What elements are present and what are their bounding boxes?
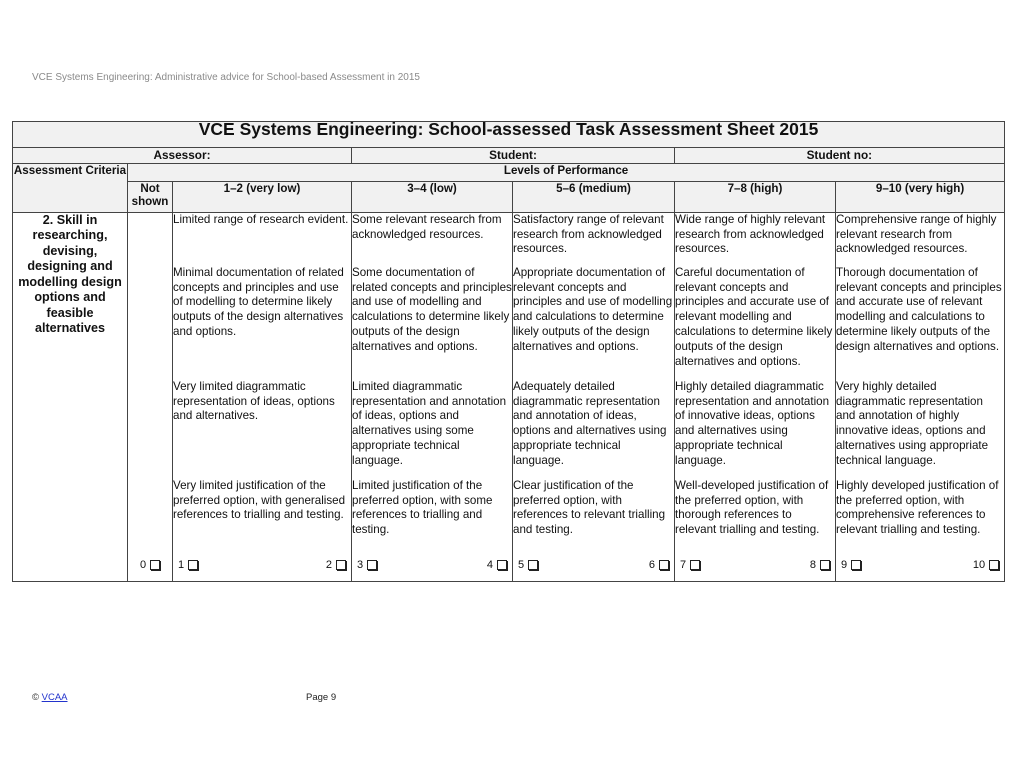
diagram-descriptor: Adequately detailed diagrammatic representation and annotation of ideas, options and alternatives using appropriate technical language. [513,379,667,467]
checkbox-icon [989,560,999,570]
footer-copyright [32,692,68,703]
level-heading: 7–8 (high) [675,181,836,212]
sheet-title: VCE Systems Engineering: School-assessed Task Assessment Sheet 2015 [13,122,1005,148]
justification-descriptor: Very limited justification of the preferred option, with generalised references to trialling and testing. [173,478,346,522]
criterion-row [13,212,1005,581]
documentation-descriptor: Appropriate documentation of relevant concepts and principles and use of modelling and calculations to determine likely outputs of the design alternatives and options. [513,265,673,353]
score-checkbox-2[interactable] [326,558,346,573]
criterion-label: 2. Skill in researching, devising, designing and modelling design options and feasible alternatives [13,212,128,581]
score-checkbox-3[interactable] [357,558,377,573]
research-descriptor: Some relevant research from acknowledged resources. [352,212,502,241]
research-descriptor: Limited range of research evident. [173,212,349,226]
documentation-descriptor: Thorough documentation of relevant concepts and principles and accurate use of relevant modelling and calculations to determine likely outputs of the design alternatives and options. [836,265,1002,353]
documentation-descriptor: Some documentation of related concepts and principles and use of modelling and calculations to determine likely outputs of the design alternatives and options. [352,265,512,353]
score-checkbox-8[interactable] [810,558,830,573]
score-checkbox-10[interactable] [973,558,999,573]
diagram-descriptor: Highly detailed diagrammatic representation and annotation of innovative ideas, options and alternatives using appropriate technical language. [675,379,830,467]
vcaa-link[interactable]: VCAA [41,692,68,703]
score-number: 3 [357,559,364,571]
documentation-descriptor: Careful documentation of relevant concepts and principles and accurate use of relevant modelling and calculations to determine likely outputs of the design alternatives and options. [675,265,833,368]
page-number: Page 9 [306,692,337,703]
level-cell-3-4 [352,212,513,581]
student-no-label: Student no: [675,148,1005,164]
justification-descriptor: Highly developed justification of the preferred option, with comprehensive references to relevant trialling and testing. [836,478,999,537]
student-label: Student: [352,148,675,164]
documentation-descriptor: Minimal documentation of related concepts and principles and use of modelling to determine likely outputs of the design alternatives and options. [173,265,344,338]
score-number: 6 [648,559,655,571]
level-cell-9-10 [836,212,1005,581]
score-checkbox-4[interactable] [487,558,507,573]
checkbox-icon [690,560,700,570]
score-number: 4 [486,559,493,571]
score-number: 2 [325,559,332,571]
levels-header: Levels of Performance [128,163,1005,181]
score-checkbox-7[interactable] [680,558,700,573]
meta-row [13,148,1005,164]
research-descriptor: Satisfactory range of relevant research from acknowledged resources. [513,212,664,256]
score-number: 5 [518,559,525,571]
score-number: 9 [841,559,848,571]
levels-header-row [13,163,1005,181]
research-descriptor: Wide range of highly relevant research from acknowledged resources. [675,212,826,256]
research-descriptor: Comprehensive range of highly relevant research from acknowledged resources. [836,212,997,256]
checkbox-icon [851,560,861,570]
justification-descriptor: Limited justification of the preferred option, with some references to trialling and testing. [352,478,493,537]
level-headings-row [13,181,1005,212]
criteria-header: Assessment Criteria [13,163,128,212]
score-checkbox-1[interactable] [178,558,198,573]
checkbox-icon [528,560,538,570]
score-checkbox-6[interactable] [649,558,669,573]
level-cell-1-2 [173,212,352,581]
score-checkbox-0[interactable] [140,558,160,573]
score-number: 8 [809,559,816,571]
checkbox-icon [820,560,830,570]
score-number: 0 [139,559,147,571]
checkbox-icon [188,560,198,570]
title-row [13,122,1005,148]
checkbox-icon [367,560,377,570]
level-heading: 3–4 (low) [352,181,513,212]
not-shown-cell [128,212,173,581]
level-cell-5-6 [513,212,675,581]
diagram-descriptor: Very limited diagrammatic representation of ideas, options and alternatives. [173,379,335,423]
running-header: VCE Systems Engineering: Administrative advice for School-based Assessment in 2015 [32,72,420,83]
justification-descriptor: Well-developed justification of the preferred option, with thorough references to relevant trialling and testing. [675,478,829,537]
checkbox-icon [659,560,669,570]
checkbox-icon [336,560,346,570]
not-shown-heading: Not shown [128,181,173,212]
diagram-descriptor: Very highly detailed diagrammatic representation and annotation of highly innovative ideas, options and alternatives using appropriate technical language. [836,379,989,467]
assessor-label: Assessor: [13,148,352,164]
level-heading: 9–10 (very high) [836,181,1005,212]
level-heading: 1–2 (very low) [173,181,352,212]
level-cell-7-8 [675,212,836,581]
score-number: 10 [972,559,986,571]
justification-descriptor: Clear justification of the preferred option, with references to relevant trialling and testing. [513,478,666,537]
level-heading: 5–6 (medium) [513,181,675,212]
diagram-descriptor: Limited diagrammatic representation and annotation of ideas, options and alternatives using some appropriate technical language. [352,379,507,467]
score-number: 7 [680,559,687,571]
score-number: 1 [178,559,185,571]
score-checkbox-9[interactable] [841,558,861,573]
score-checkbox-5[interactable] [518,558,538,573]
assessment-sheet-table [12,121,1005,582]
checkbox-icon [497,560,507,570]
checkbox-icon [150,560,160,570]
copyright-symbol: © [32,692,39,703]
